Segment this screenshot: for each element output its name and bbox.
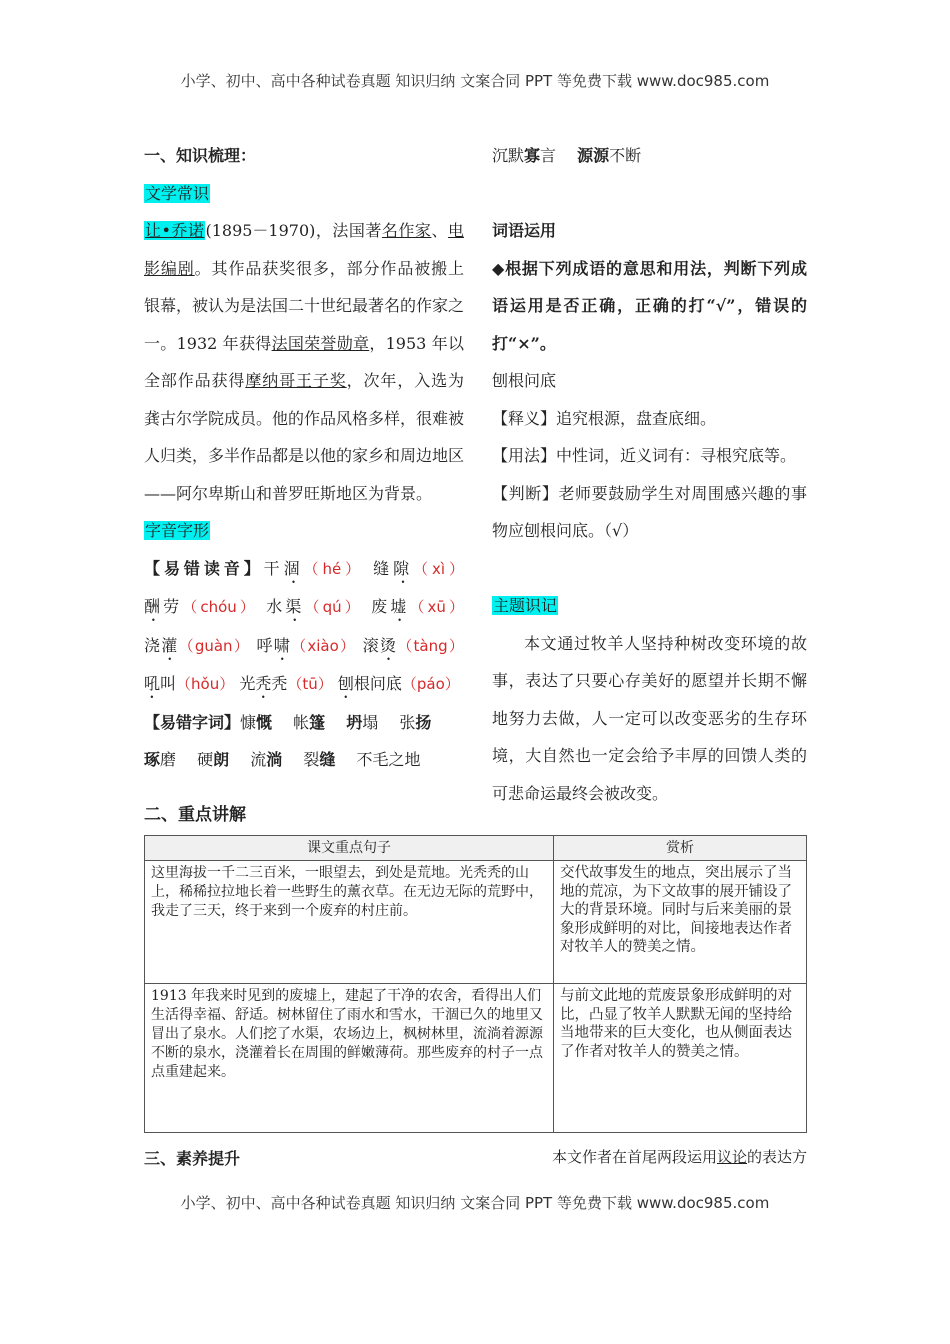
- section3-text-underline: 议论: [716, 1148, 747, 1166]
- pinyin: （xū）: [409, 598, 464, 616]
- bio-text: ，1953 年以全部作品获得: [144, 333, 464, 390]
- col-sentence-header: 课文重点句子: [145, 836, 554, 861]
- pinyin: （xì）: [413, 559, 464, 578]
- author-bio: [144, 212, 464, 512]
- bio-text: (1895－1970)，法国著: [205, 221, 382, 240]
- bio-text: ，次年，入选为龚古尔学院成员。他的作品风格多样，很难被人归类，多半作品都是以他的家乡和周边地区——阿尔卑斯山和普罗旺斯地区为背景。: [144, 371, 465, 503]
- pron-item: 缝隙（xì）: [373, 558, 464, 578]
- word-list: [144, 704, 464, 779]
- pron-title: 【易错读音】: [144, 558, 264, 578]
- usage-title: 词语运用: [492, 221, 557, 240]
- pinyin: （páo）: [401, 675, 460, 693]
- word-item: 沉默寡言: [492, 146, 557, 165]
- word-overflow: [492, 137, 807, 175]
- bio-underline: 电影编剧: [144, 221, 464, 278]
- word-item: 坍塌: [346, 712, 379, 732]
- pinyin: （hǒu）: [176, 675, 235, 693]
- usage-instruction: ◆根据下列成语的意思和用法，判断下列成语运用是否正确，正确的打“√”，错误的打“×”。: [492, 258, 807, 353]
- pron-item: 吼叫（hǒu）: [144, 674, 235, 693]
- right-column: [492, 137, 807, 812]
- word-item: 张扬: [399, 712, 432, 732]
- idiom-judge: 【判断】老师要鼓励学生对周围感兴趣的事物应刨根问底。（√）: [492, 483, 807, 540]
- section2-title: 二、重点讲解: [144, 805, 246, 825]
- section1-title: 一、知识梳理：: [144, 146, 257, 165]
- author-name: 让•乔诺: [145, 221, 205, 240]
- theme-text: 本文通过牧羊人坚持种树改变环境的故事，表达了只要心存美好的愿望并长期不懈地努力去做，人一定可以改变恶劣的生存环境，大自然也一定会给予丰厚的回馈人类的可悲命运最终会被改变。: [492, 633, 807, 803]
- pron-item: 水渠（qú）: [266, 597, 363, 616]
- word-item: 慷慨: [240, 712, 273, 732]
- page-footer: 小学、初中、高中各种试卷真题 知识归纳 文案合同 PPT 等免费下载 www.doc985.com: [180, 1194, 770, 1212]
- pron-item: 废墟（xū）: [371, 597, 464, 616]
- pinyin: （hé）: [303, 559, 365, 578]
- section3-text-pre: 本文作者在首尾两段运用: [551, 1148, 717, 1166]
- word-item: 流淌: [250, 750, 283, 769]
- word-item: 源源不断: [577, 146, 642, 165]
- section3-title: 三、素养提升: [144, 1149, 241, 1168]
- bio-text: 。其作品获奖很多，部分作品被搬上银幕，被认为是法国二十世纪最著名的作家之一。1932 年获得: [144, 258, 465, 353]
- analysis-cell: 交代故事发生的地点，突出展示了当地的荒凉，为下文故事的展开铺设了大的背景环境。同时与后来美丽的景象形成鲜明的对比，间接地表达作者对牧羊人的赞美之情。: [554, 861, 807, 984]
- lit-label: 文学常识: [145, 183, 210, 203]
- bio-underline: 名作家: [381, 221, 432, 240]
- pron-item: 干涸（hé）: [263, 558, 365, 578]
- left-column: [144, 137, 464, 779]
- pron-label: 字音字形: [145, 521, 210, 540]
- bio-underline: 摩纳哥王子奖: [245, 371, 347, 390]
- pron-item: 浇灌（guàn）: [144, 635, 251, 655]
- pron-item: 光秃秃（tū）: [239, 674, 333, 693]
- pron-item: 呼啸（xiào）: [256, 635, 357, 655]
- word-item: 琢磨: [144, 750, 177, 769]
- word-title: 【易错字词】: [144, 712, 241, 732]
- pron-item: 酬劳（chóu）: [144, 597, 259, 616]
- sentence-cell: 这里海拔一千二三百米，一眼望去，到处是荒地。光秃秃的山上，稀稀拉拉地长着一些野生的薰衣草。在无边无际的荒野中，我走了三天，终于来到一个废弃的村庄前。: [145, 861, 554, 984]
- table-row: [145, 861, 807, 984]
- theme-label: 主题识记: [493, 596, 558, 615]
- pinyin: （chóu）: [182, 598, 259, 616]
- analysis-cell: 与前文此地的荒废景象形成鲜明的对比，凸显了牧羊人默默无闻的坚持给当地带来的巨大变化，也从侧面表达了作者对牧羊人的赞美之情。: [554, 984, 807, 1133]
- pron-item: 刨根问底（páo）: [337, 674, 460, 693]
- pron-items: [144, 559, 464, 694]
- pron-list: [144, 550, 464, 704]
- table-header: [145, 836, 807, 861]
- table-row: [145, 984, 807, 1133]
- col-analysis-header: 赏析: [554, 836, 807, 861]
- idiom: 刨根问底: [492, 371, 557, 390]
- idiom-usage: 【用法】中性词，近义词有：寻根究底等。: [492, 446, 797, 465]
- bio-underline: 法国荣誉勋章: [271, 333, 370, 353]
- key-sentences-table: [144, 835, 807, 1133]
- pinyin: （qú）: [304, 598, 363, 616]
- word-item: 裂缝: [303, 750, 336, 769]
- sentence-cell: 1913 年我来时见到的废墟上，建起了干净的农舍，看得出人们生活得幸福、舒适。树林留住了雨水和雪水，干涸已久的地里又冒出了泉水。人们挖了水渠，农场边上，枫树林里，流淌着源源不断的泉水，浇灌着长在周围的鲜嫩薄荷。那些废弃的村子一点点重建起来。: [145, 984, 554, 1133]
- pinyin: （tàng）: [397, 636, 464, 655]
- word-item: 不毛之地: [356, 750, 421, 769]
- pinyin: （tū）: [287, 675, 333, 693]
- word-item: 硬朗: [197, 750, 230, 769]
- page-header: 小学、初中、高中各种试卷真题 知识归纳 文案合同 PPT 等免费下载 www.doc985.com: [180, 72, 770, 90]
- pinyin: （guàn）: [178, 636, 251, 655]
- section3-text: [552, 1146, 807, 1167]
- section3-text-post: 的表达方: [746, 1148, 807, 1166]
- pron-item: 滚烫（tàng）: [362, 635, 464, 655]
- bio-text: 、: [431, 221, 448, 240]
- pinyin: （xiào）: [291, 636, 357, 655]
- word-item: 帐篷: [293, 712, 326, 732]
- idiom-meaning: 【释义】追究根源，盘查底细。: [492, 408, 717, 428]
